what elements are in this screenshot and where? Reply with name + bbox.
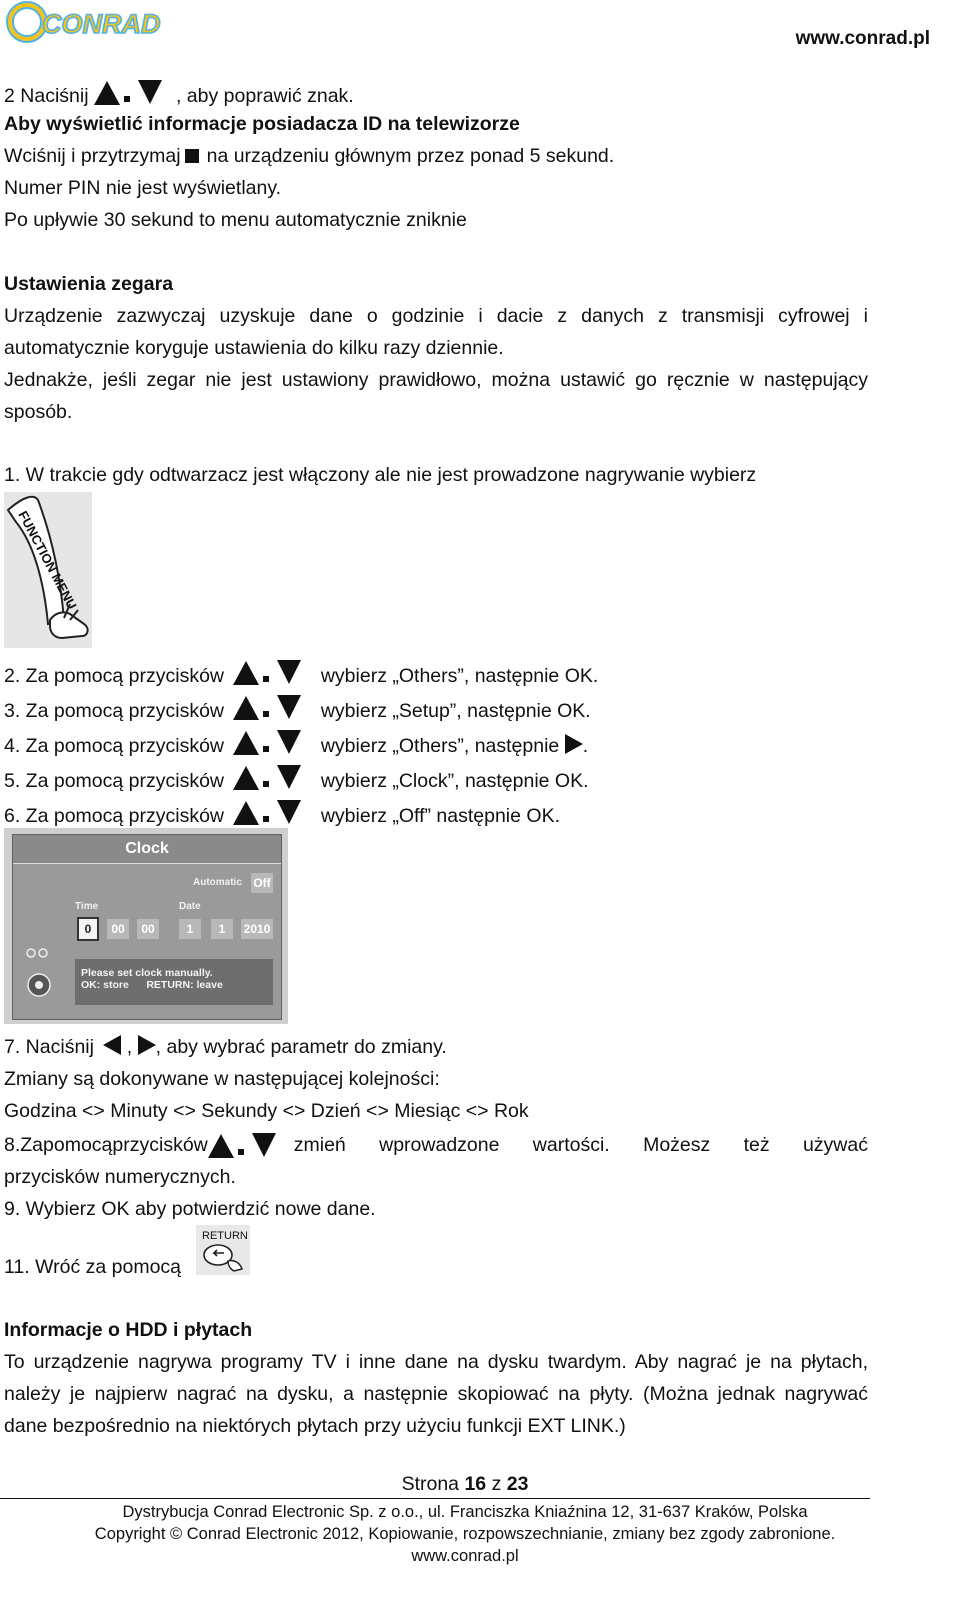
step-3: 3. Za pomocą przycisków wybierz „Setup”, następnie OK. (4, 695, 591, 723)
footer-url: www.conrad.pl (411, 1547, 519, 1565)
stop-button-icon (185, 149, 199, 163)
paragraph-line: Urządzenie zazwyczaj uzyskuje dane o godzinie i dacie z danych z transmisji cyfrowej i (4, 305, 868, 327)
left-arrow-icon (103, 1035, 121, 1055)
up-down-buttons (233, 660, 315, 688)
down-arrow-icon (277, 695, 301, 719)
separator-dot (263, 676, 269, 682)
year-field: 2010 (241, 919, 273, 939)
down-arrow-icon (277, 730, 301, 754)
down-arrow-icon (252, 1133, 276, 1157)
text-line: Po upływie 30 sekund to menu automatycznie zniknie (4, 209, 467, 231)
up-arrow-icon (233, 766, 259, 790)
step-9: 9. Wybierz OK aby potwierdzić nowe dane. (4, 1198, 376, 1220)
automatic-value: Off (251, 873, 273, 893)
separator-dot (263, 816, 269, 822)
clock-screen (4, 828, 288, 1024)
text-line: przycisków numerycznych. (4, 1166, 236, 1188)
paragraph-line: automatycznie koryguje ustawienia do kilku razy dziennie. (4, 337, 504, 359)
clock-title: Clock (13, 835, 281, 864)
heading-owner-id: Aby wyświetlić informacje posiadacza ID na telewizorze (4, 113, 520, 135)
down-arrow-icon (277, 660, 301, 684)
up-arrow-icon (233, 696, 259, 720)
up-arrow-icon (233, 731, 259, 755)
step-11: 11. Wróć za pomocą (4, 1256, 182, 1278)
separator-dot (238, 1149, 244, 1155)
up-down-buttons (233, 730, 315, 758)
step-1: 1. W trakcie gdy odtwarzacz jest włączony ale nie jest prowadzone nagrywanie wybierz (4, 464, 757, 486)
step-6: 6. Za pomocą przycisków wybierz „Off” następnie OK. (4, 800, 560, 828)
up-arrow-icon (233, 801, 259, 825)
hour-field: 0 (77, 917, 99, 941)
heading-hdd-info: Informacje o HDD i płytach (4, 1319, 253, 1341)
month-field: 1 (211, 919, 233, 939)
separator-dot (263, 746, 269, 752)
up-arrow-icon (94, 81, 120, 105)
step-8: 8. Za pomocą przycisków zmień wprowadzone wartości. Możesz też używać (4, 1133, 868, 1161)
step-5: 5. Za pomocą przycisków wybierz „Clock”, następnie OK. (4, 765, 589, 793)
function-menu-label: FUNCTION MENU (15, 508, 80, 612)
separator-dot (263, 781, 269, 787)
return-button-icon (196, 1225, 250, 1275)
function-menu-button-icon (4, 492, 92, 648)
text-line: Godzina <> Minuty <> Sekundy <> Dzień <> Miesiąc <> Rok (4, 1100, 529, 1122)
logo-text: CONRAD (42, 9, 161, 39)
footer-line: Dystrybucja Conrad Electronic Sp. z o.o., ul. Franciszka Kniaźnina 12, 31-637 Kraków, Polska (122, 1503, 808, 1521)
footer-line: Copyright © Conrad Electronic 2012, Kopiowanie, rozpowszechnianie, zmiany bez zgody zabronione. (94, 1525, 836, 1543)
separator-dot (124, 96, 130, 102)
site-url: www.conrad.pl (795, 28, 930, 49)
footer-divider (0, 1498, 870, 1499)
down-arrow-icon (138, 80, 162, 104)
automatic-label: Automatic (193, 877, 242, 888)
up-down-buttons (233, 800, 315, 828)
clock-message: Please set clock manually. OK: store RETURN: leave (75, 959, 273, 1005)
date-label: Date (179, 901, 201, 912)
up-down-buttons (233, 695, 315, 723)
paragraph-line: sposób. (4, 401, 73, 423)
minute-field: 00 (107, 919, 129, 939)
day-field: 1 (179, 919, 201, 939)
paragraph-line: dane bezpośrednio na niektórych płytach przy użyciu funkcji EXT LINK.) (4, 1415, 626, 1437)
down-arrow-icon (277, 765, 301, 789)
right-arrow-icon (565, 734, 583, 754)
text-line: Zmiany są dokonywane w następującej kolejności: (4, 1068, 440, 1090)
conrad-logo (6, 0, 162, 44)
step-7: 7. Naciśnij , , aby wybrać parametr do zmiany. (4, 1036, 447, 1058)
separator-dot (263, 711, 269, 717)
step-2: 2. Za pomocą przycisków wybierz „Others”, następnie OK. (4, 660, 598, 688)
time-label: Time (75, 901, 99, 912)
paragraph-line: Jednakże, jeśli zegar nie jest ustawiony prawidłowo, można ustawić go ręcznie w następujący (4, 369, 868, 391)
up-down-buttons (94, 80, 176, 108)
page-number: Strona 16 z 23 (401, 1473, 529, 1495)
return-label: RETURN (202, 1230, 248, 1242)
paragraph-line: To urządzenie nagrywa programy TV i inne dane na dysku twardym. Aby nagrać je na płytach, (4, 1351, 868, 1373)
remote-keys-icon (21, 945, 67, 1005)
text-line: Numer PIN nie jest wyświetlany. (4, 177, 282, 199)
right-arrow-icon (138, 1035, 156, 1055)
step-4: 4. Za pomocą przycisków wybierz „Others”, następnie . (4, 730, 588, 758)
heading-clock-settings: Ustawienia zegara (4, 273, 174, 295)
up-arrow-icon (233, 661, 259, 685)
paragraph-line: należy je najpierw nagrać na dysku, a następnie skopiować na płyty. (Można jednak nagrywać (4, 1383, 868, 1405)
text-line: 2 Naciśnij , aby poprawić znak. (4, 80, 354, 108)
second-field: 00 (137, 919, 159, 939)
up-down-buttons (233, 765, 315, 793)
down-arrow-icon (277, 800, 301, 824)
text-line: Wciśnij i przytrzymaj na urządzeniu głównym przez ponad 5 sekund. (4, 145, 615, 167)
up-arrow-icon (208, 1134, 234, 1158)
clock-dialog (12, 834, 282, 1020)
up-down-buttons (208, 1133, 290, 1161)
